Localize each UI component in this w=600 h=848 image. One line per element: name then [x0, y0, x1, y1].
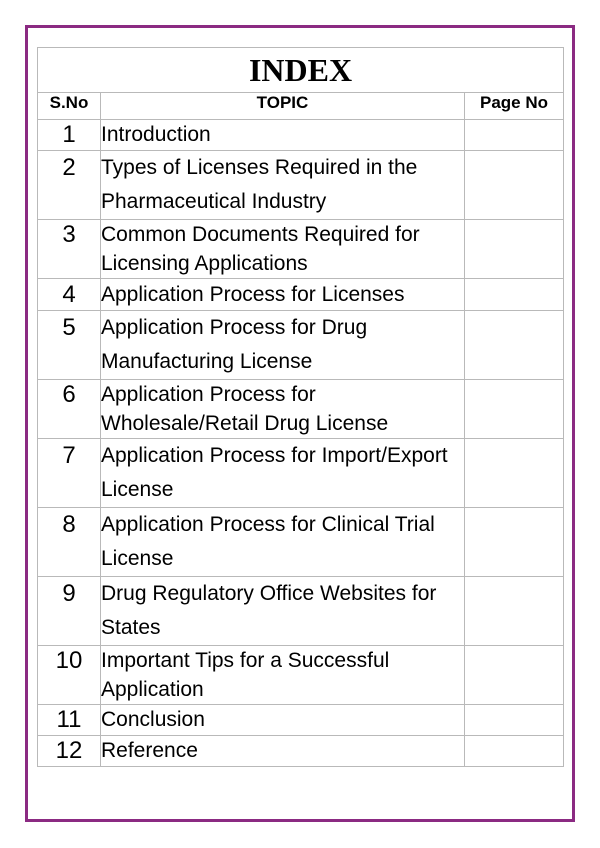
row-page — [465, 577, 564, 646]
table-row — [38, 577, 564, 646]
row-topic: Drug Regulatory Office Websites for States — [101, 577, 465, 646]
row-page — [465, 279, 564, 311]
table-row — [38, 380, 564, 439]
header-sno: S.No — [38, 93, 101, 120]
row-topic: Application Process for Wholesale/Retail Drug License — [101, 380, 465, 439]
row-topic: Introduction — [101, 120, 465, 151]
row-sno: 1 — [38, 120, 101, 151]
row-topic: Types of Licenses Required in the Pharmaceutical Industry — [101, 151, 465, 220]
row-topic: Important Tips for a Successful Application — [101, 646, 465, 705]
row-sno: 3 — [38, 220, 101, 279]
row-page — [465, 508, 564, 577]
header-topic: TOPIC — [101, 93, 465, 120]
row-topic: Application Process for Clinical Trial License — [101, 508, 465, 577]
row-topic: Application Process for Import/Export License — [101, 439, 465, 508]
row-sno: 9 — [38, 577, 101, 646]
table-row — [38, 220, 564, 279]
table-row — [38, 646, 564, 705]
index-table — [37, 47, 564, 767]
row-topic: Application Process for Licenses — [101, 279, 465, 311]
row-sno: 10 — [38, 646, 101, 705]
table-row — [38, 705, 564, 736]
row-page — [465, 220, 564, 279]
row-page — [465, 151, 564, 220]
row-page — [465, 311, 564, 380]
row-page — [465, 120, 564, 151]
row-topic: Application Process for Drug Manufacturing License — [101, 311, 465, 380]
row-sno: 6 — [38, 380, 101, 439]
table-row — [38, 439, 564, 508]
row-sno: 8 — [38, 508, 101, 577]
table-row — [38, 151, 564, 220]
row-page — [465, 705, 564, 736]
row-page — [465, 646, 564, 705]
table-row — [38, 120, 564, 151]
row-sno: 7 — [38, 439, 101, 508]
row-sno: 5 — [38, 311, 101, 380]
row-sno: 2 — [38, 151, 101, 220]
table-row — [38, 279, 564, 311]
table-row — [38, 736, 564, 767]
row-sno: 12 — [38, 736, 101, 767]
table-row — [38, 311, 564, 380]
row-topic: Reference — [101, 736, 465, 767]
index-title: INDEX — [38, 48, 564, 93]
row-sno: 11 — [38, 705, 101, 736]
row-page — [465, 736, 564, 767]
header-page-no: Page No — [465, 93, 564, 120]
row-sno: 4 — [38, 279, 101, 311]
row-topic: Conclusion — [101, 705, 465, 736]
table-row — [38, 508, 564, 577]
row-page — [465, 439, 564, 508]
row-page — [465, 380, 564, 439]
row-topic: Common Documents Required for Licensing Applications — [101, 220, 465, 279]
